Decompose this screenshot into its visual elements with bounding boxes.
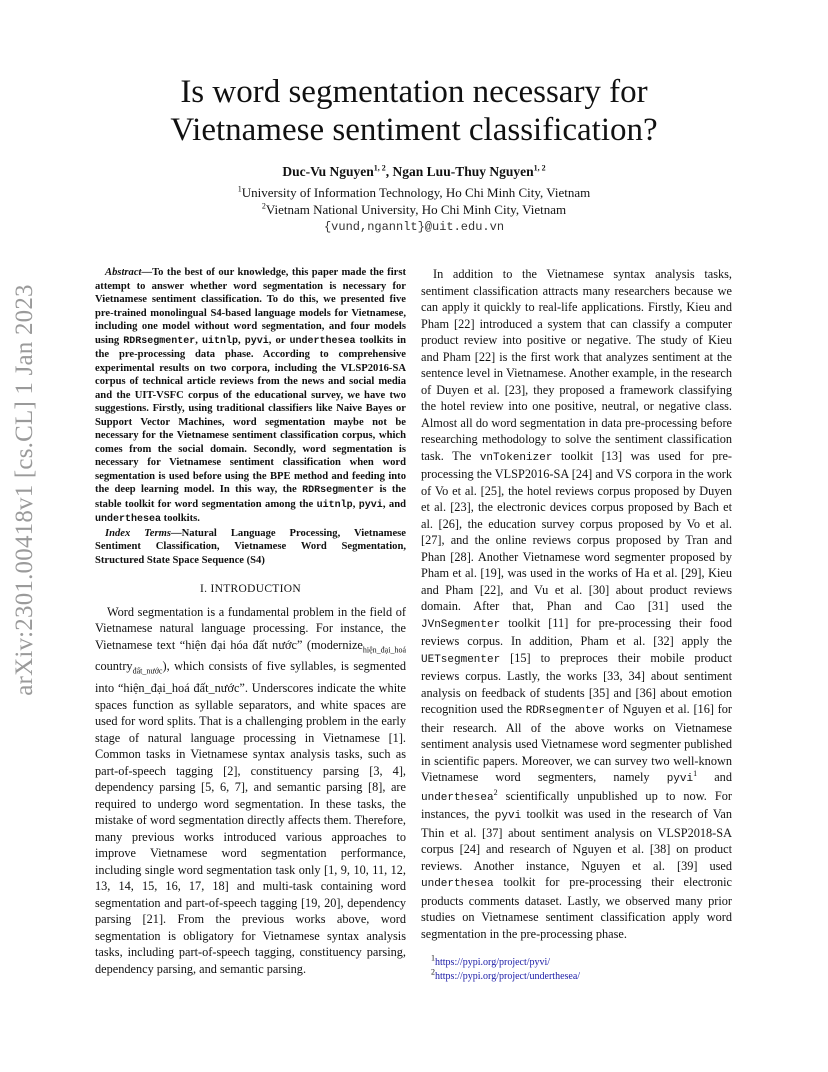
tool-underthesea: underthesea bbox=[95, 514, 162, 525]
author-1: Duc-Vu Nguyen bbox=[282, 164, 374, 179]
index-terms: Index Terms—Natural Language Processing, Vietnamese Sentiment Classification, Vietnamese Word Segmentation, Structured State Space Sequence (S4) bbox=[95, 527, 406, 566]
tool-rdrsegmenter: RDRsegmenter bbox=[123, 335, 196, 347]
affiliation-1-mark: 1 bbox=[237, 184, 242, 194]
footnote-1: $^1$https://pypi.org/project/pyvi/ bbox=[431, 953, 551, 968]
tool-pyvi: pyvi bbox=[244, 335, 269, 347]
abstract-label: Abstract bbox=[105, 267, 142, 278]
paper-title bbox=[100, 73, 728, 149]
tool-underthesea: underthesea bbox=[421, 791, 494, 804]
footnote-2: $^2$https://pypi.org/project/underthesea/ bbox=[431, 967, 581, 982]
tool-jvnsegmenter: JVnSegmenter bbox=[421, 618, 501, 631]
arxiv-identifier: arXiv:2301.00418v1 [cs.CL] 1 Jan 2023 bbox=[11, 284, 38, 696]
affiliation-2-text: Vietnam National University, Ho Chi Minh City, Vietnam bbox=[265, 202, 567, 217]
author-email: {vund,ngannlt}@uit.edu.vn bbox=[323, 220, 505, 234]
intro-paragraph: Word segmentation is a fundamental problem in the field of Vietnamese natural language processing. For instance, the Vietnamese text “hiện đại hóa đất nước” (modernize$_{hiện\_đại\_hoá}$ country$_{đất\_nước}$), which consists of five syllables, is segmented into “hiện_đại_hoá đất_nước”. Underscores indicate the white spaces function as syllable separators, and white spaces are used for word splits. That is a challenging problem in the early stage of natural language processing in Vietnamese [1]. Common tasks in Vietnamese syntax analysis tasks, such as part-of-speech tagging [2], constituency parsing [3, 4], dependency parsing [5, 6, 7], and semantic parsing [8], are required to undergo word segmentation. In these tasks, the mistake of word segmentation directly affects them. Therefore, many previous works introduced various approaches to improve Vietnamese word segmentation performance, including single word segmentation task only [1, 9, 10, 11, 12, 13, 14, 15, 16, 17, 18] and multi-task containing word segmentation and part-of-speech tagging [19, 20], dependency parsing [21]. From the previous works above, word segmentation is obligatory for Vietnamese syntax analysis tasks, including part-of-speech tagging, constituency parsing, dependency parsing, and semantic parsing. bbox=[95, 604, 406, 976]
index-terms-label: Index Terms bbox=[105, 527, 171, 539]
author-list bbox=[100, 164, 728, 180]
title-line-2: Vietnamese sentiment classification? bbox=[170, 112, 658, 148]
tool-rdrsegmenter: RDRsegmenter bbox=[525, 705, 605, 717]
title-line-1: Is word segmentation necessary for bbox=[180, 74, 648, 110]
tool-pyvi: pyvi bbox=[494, 810, 522, 822]
footnote-1-ref[interactable]: 1 bbox=[693, 768, 698, 778]
arxiv-sidebar-stamp bbox=[2, 270, 48, 710]
affiliation-2 bbox=[100, 202, 728, 218]
tool-uitnlp: uitnlp bbox=[316, 499, 353, 511]
tool-underthesea: underthesea bbox=[289, 335, 356, 347]
subscript-2: đất_nước bbox=[132, 666, 163, 676]
author-1-affil: 1, 2 bbox=[373, 163, 386, 173]
left-column bbox=[95, 266, 406, 977]
tool-uetsegmenter: UETsegmenter bbox=[421, 653, 501, 666]
related-work-paragraph: In addition to the Vietnamese syntax analysis tasks, sentiment classification attracts many researchers because we can apply it quickly to real-life applications. Firstly, Kieu and Pham [22] introduced a system that can classify a computer product review into positive or negative. The study of Kieu and Pham [22] is the first work that analyzes sentiment at the sentence level in Vietnamese. Another example, in the research of Duyen et al. [23], they proposed a framework classifying the hotel review into one positive, neutral, or negative class. Almost all do word segmentation in data pre-processing before researching methodology to solve the sentiment classification task. The vnTokenizer toolkit [13] was used for pre-processing the VLSP2016-SA [24] and VS corpora in the work of Vo et al. [25], the hotel reviews corpus proposed by Duyen et al. [23], the electronic devices corpus proposed by Bach et al. [26], the education survey corpus proposed by Vo et al. [27], and the online reviews corpus proposed by Tran and Phan [28]. Another Vietnamese word segmenter proposed by Pham et al. [19], was used in the works of Ha et al. [29], Kieu and Pham [22], and Vu et al. [30] about product reviews domain. After that, Phan and Cao [31] used the JVnSegmenter toolkit [11] for pre-processing their food reviews corpus. In addition, Pham et al. [32] apply the UETsegmenter [15] to preproces their mobile product reviews corpus. Lastly, the works [33, 34] about sentiment analysis on feedback of students [35] and [36] about emotion recognition used the RDRsegmenter of Nguyen et al. [16] for their research. All of the above works on Vietnamese sentiment analysis used Vietnamese word segmenter published in scientific papers. Moreover, we can survey two well-known Vietnamese word segmenters, namely pyvi$^1$ and underthesea$^2$ scientifically unpublished up to now. For instances, the pyvi toolkit was used in the research of Van Thin et al. [37] about sentiment analysis on VLSP2018-SA corpus [24] and research of Nguyen et al. [38] on product reviews. Another instance, Nguyen et al. [39] used underthesea toolkit for pre-processing their electronic products comments dataset. Lastly, we observed many prior studies on Vietnamese sentiment classification apply word segmentation in the pre-processing phase. bbox=[421, 267, 732, 941]
subscript-1: hiện_đại_hoá bbox=[362, 644, 406, 654]
author-separator: , bbox=[385, 164, 393, 179]
tool-uitnlp: uitnlp bbox=[202, 335, 239, 347]
footnotes bbox=[421, 953, 732, 984]
tool-rdrsegmenter: RDRsegmenter bbox=[302, 485, 375, 496]
affiliation-1 bbox=[100, 185, 728, 201]
right-column bbox=[421, 266, 732, 984]
author-2-affil: 1, 2 bbox=[533, 163, 546, 173]
affiliation-1-text: University of Information Technology, Ho Chi Minh City, Vietnam bbox=[241, 185, 591, 200]
footnote-1-link[interactable]: https://pypi.org/project/pyvi/ bbox=[435, 957, 551, 968]
tool-vntokenizer: vnTokenizer bbox=[479, 451, 553, 464]
footnote-2-ref[interactable]: 2 bbox=[493, 787, 498, 797]
abstract: Abstract—To the best of our knowledge, this paper made the first attempt to answer whether word segmentation is necessary for Vietnamese sentiment classification. To do this, we presented five pre-trained monolingual S4-based language models for Vietnamese, including one model without word segmentation, and four models using RDRsegmenter, uitnlp, pyvi, or underthesea toolkits in the pre-processing data phase. According to comprehensive experimental results on two corpora, including the VLSP2016-SA corpus of technical article reviews from the news and social media and the UIT-VSFC corpus of the educational survey, we have two suggestions. Firstly, using traditional classifiers like Naive Bayes or Support Vector Machines, word segmentation maybe not be necessary for the Vietnamese sentiment classification corpus, which comes from the social domain. Secondly, word segmentation is necessary for Vietnamese sentiment classification when word segmentation is used before using the BPE method and feeding into the deep learning model. In this way, the RDRsegmenter is the stable toolkit for word segmentation among the uitnlp, pyvi, and underthesea toolkits. bbox=[95, 267, 407, 525]
footnote-2-link[interactable]: https://pypi.org/project/underthesea/ bbox=[435, 971, 581, 982]
author-2: Ngan Luu-Thuy Nguyen bbox=[392, 164, 534, 179]
affiliation-2-mark: 2 bbox=[261, 201, 266, 211]
section-heading-introduction: I. INTRODUCTION bbox=[200, 583, 301, 595]
tool-underthesea: underthesea bbox=[421, 878, 494, 890]
tool-pyvi: pyvi bbox=[358, 499, 383, 511]
tool-pyvi: pyvi bbox=[666, 773, 694, 785]
